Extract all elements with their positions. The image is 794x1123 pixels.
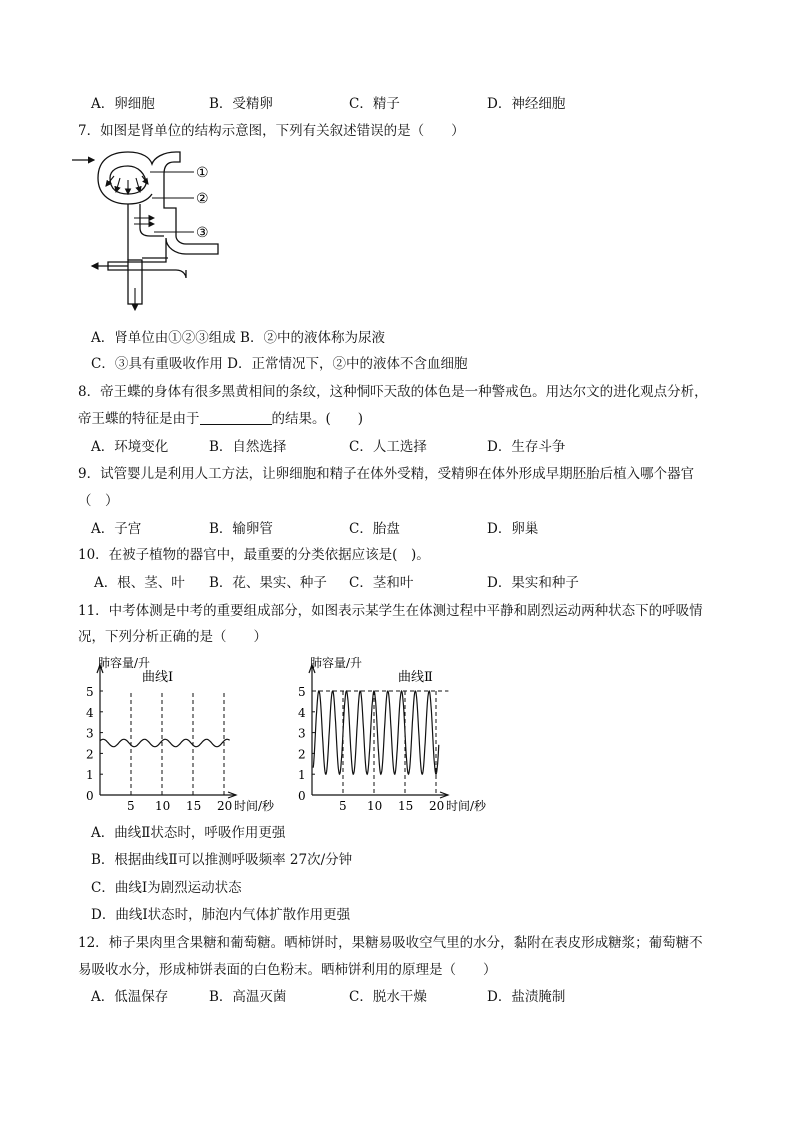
- chart2-ytick-3: 3: [298, 726, 306, 741]
- chart2-xtick-15: 15: [398, 799, 414, 813]
- chart2-ytick-0: 0: [298, 789, 306, 803]
- chart1-xtick-15: 15: [186, 799, 202, 813]
- q10-option-a: A．根、茎、叶: [94, 575, 185, 591]
- nephron-label-2: ②: [196, 191, 209, 207]
- q12-stem-line1: 12．柿子果肉里含果糖和葡萄糖。晒柿饼时，果糖易吸收空气里的水分，黏附在表皮形成糖浆；葡萄糖不: [78, 935, 703, 951]
- chart2-xtick-20: 20: [429, 799, 445, 813]
- q8-stem-pre: 帝王蝶的特征是由于: [78, 411, 200, 427]
- q11-stem-line1: 11．中考体测是中考的重要组成部分，如图表示某学生在体测过程中平静和剧烈运动两种状态下的呼吸情: [78, 603, 703, 619]
- nephron-diagram: [68, 148, 228, 318]
- chart-curve-2: [288, 653, 503, 813]
- chart2-xtick-10: 10: [367, 799, 383, 813]
- chart2-ytick-2: 2: [298, 747, 306, 762]
- chart2-ytick-1: 1: [298, 768, 306, 783]
- chart1-ytick-0: 0: [86, 789, 94, 803]
- q11-option-d: D．曲线Ⅰ状态时，肺泡内气体扩散作用更强: [91, 907, 351, 923]
- q9-option-d: D．卵巢: [487, 521, 539, 537]
- q6-option-a: A．卵细胞: [91, 96, 155, 112]
- chart1-ytick-1: 1: [86, 768, 94, 783]
- q9-stem-line1: 9．试管婴儿是利用人工方法，让卵细胞和精子在体外受精，受精卵在体外形成早期胚胎后植入哪个器官: [78, 466, 695, 482]
- q10-option-c: C．茎和叶: [349, 575, 414, 591]
- q11-option-b: B．根据曲线Ⅱ可以推测呼吸频率 27次/分钟: [91, 852, 353, 868]
- q8-stem-line1: 8．帝王蝶的身体有很多黑黄相间的条纹，这种恫吓天敌的体色是一种警戒色。用达尔文的进化观点分析，: [78, 384, 708, 400]
- q6-option-b: B．受精卵: [209, 96, 273, 112]
- chart1-ytick-2: 2: [86, 747, 94, 762]
- q8-option-d: D．生存斗争: [487, 439, 566, 455]
- q9-stem-line2: （ ）: [78, 493, 119, 509]
- chart1-ylabel: 肺容量/升: [98, 656, 151, 670]
- q8-stem-line2: [78, 410, 363, 428]
- nephron-label-1: ①: [196, 165, 209, 181]
- chart1-xtick-10: 10: [155, 799, 171, 813]
- chart1-curve: [100, 739, 230, 746]
- nephron-label-3: ③: [196, 225, 209, 241]
- chart2-curve: [313, 691, 439, 774]
- chart2-ytick-5: 5: [298, 685, 306, 699]
- q9-option-c: C．胎盘: [349, 521, 400, 537]
- q7-options-ab: A．肾单位由①②③组成 B．②中的液体称为尿液: [91, 330, 385, 346]
- q11-option-a: A．曲线Ⅱ状态时，呼吸作用更强: [91, 825, 286, 841]
- q6-option-d: D．神经细胞: [487, 96, 566, 112]
- q12-option-c: C．脱水干燥: [349, 989, 427, 1005]
- chart2-ylabel: 肺容量/升: [310, 656, 363, 670]
- q8-option-b: B．自然选择: [209, 439, 287, 455]
- q8-answer-blank: [200, 410, 272, 425]
- chart1-xlabel: 时间/秒: [234, 799, 275, 813]
- chart1-xtick-5: 5: [127, 799, 135, 813]
- q10-option-d: D．果实和种子: [487, 575, 579, 591]
- chart1-ytick-4: 4: [86, 705, 94, 720]
- q12-option-a: A．低温保存: [91, 989, 169, 1005]
- q11-stem-line2: 况，下列分析正确的是（ ）: [78, 629, 267, 645]
- q10-option-b: B．花、果实、种子: [209, 575, 327, 591]
- q12-stem-line2: 易吸收水分，形成柿饼表面的白色粉末。晒柿饼利用的原理是（ ）: [78, 962, 497, 978]
- chart1-ytick-5: 5: [86, 685, 94, 699]
- q7-stem: 7．如图是肾单位的结构示意图，下列有关叙述错误的是（ ）: [78, 123, 465, 139]
- q8-option-a: A．环境变化: [91, 439, 169, 455]
- q10-stem: 10．在被子植物的器官中，最重要的分类依据应该是( )。: [78, 547, 430, 563]
- chart2-xlabel: 时间/秒: [446, 799, 487, 813]
- q12-option-b: B．高温灭菌: [209, 989, 287, 1005]
- q8-option-c: C．人工选择: [349, 439, 427, 455]
- q12-option-d: D．盐渍腌制: [487, 989, 566, 1005]
- chart1-ytick-3: 3: [86, 726, 94, 741]
- chart1-title: 曲线Ⅰ: [142, 670, 174, 685]
- q9-option-a: A．子宫: [91, 521, 142, 537]
- q9-option-b: B．输卵管: [209, 521, 273, 537]
- chart2-title: 曲线Ⅱ: [398, 670, 433, 685]
- chart2-ytick-4: 4: [298, 705, 306, 720]
- chart1-xtick-20: 20: [217, 799, 233, 813]
- q11-option-c: C．曲线Ⅰ为剧烈运动状态: [91, 880, 242, 896]
- q8-stem-post: 的结果。( ): [271, 411, 364, 427]
- chart2-xtick-5: 5: [339, 799, 347, 813]
- q7-options-cd: C．③具有重吸收作用 D．正常情况下，②中的液体不含血细胞: [91, 356, 468, 372]
- q6-option-c: C．精子: [349, 96, 400, 112]
- chart-curve-1: [76, 653, 291, 813]
